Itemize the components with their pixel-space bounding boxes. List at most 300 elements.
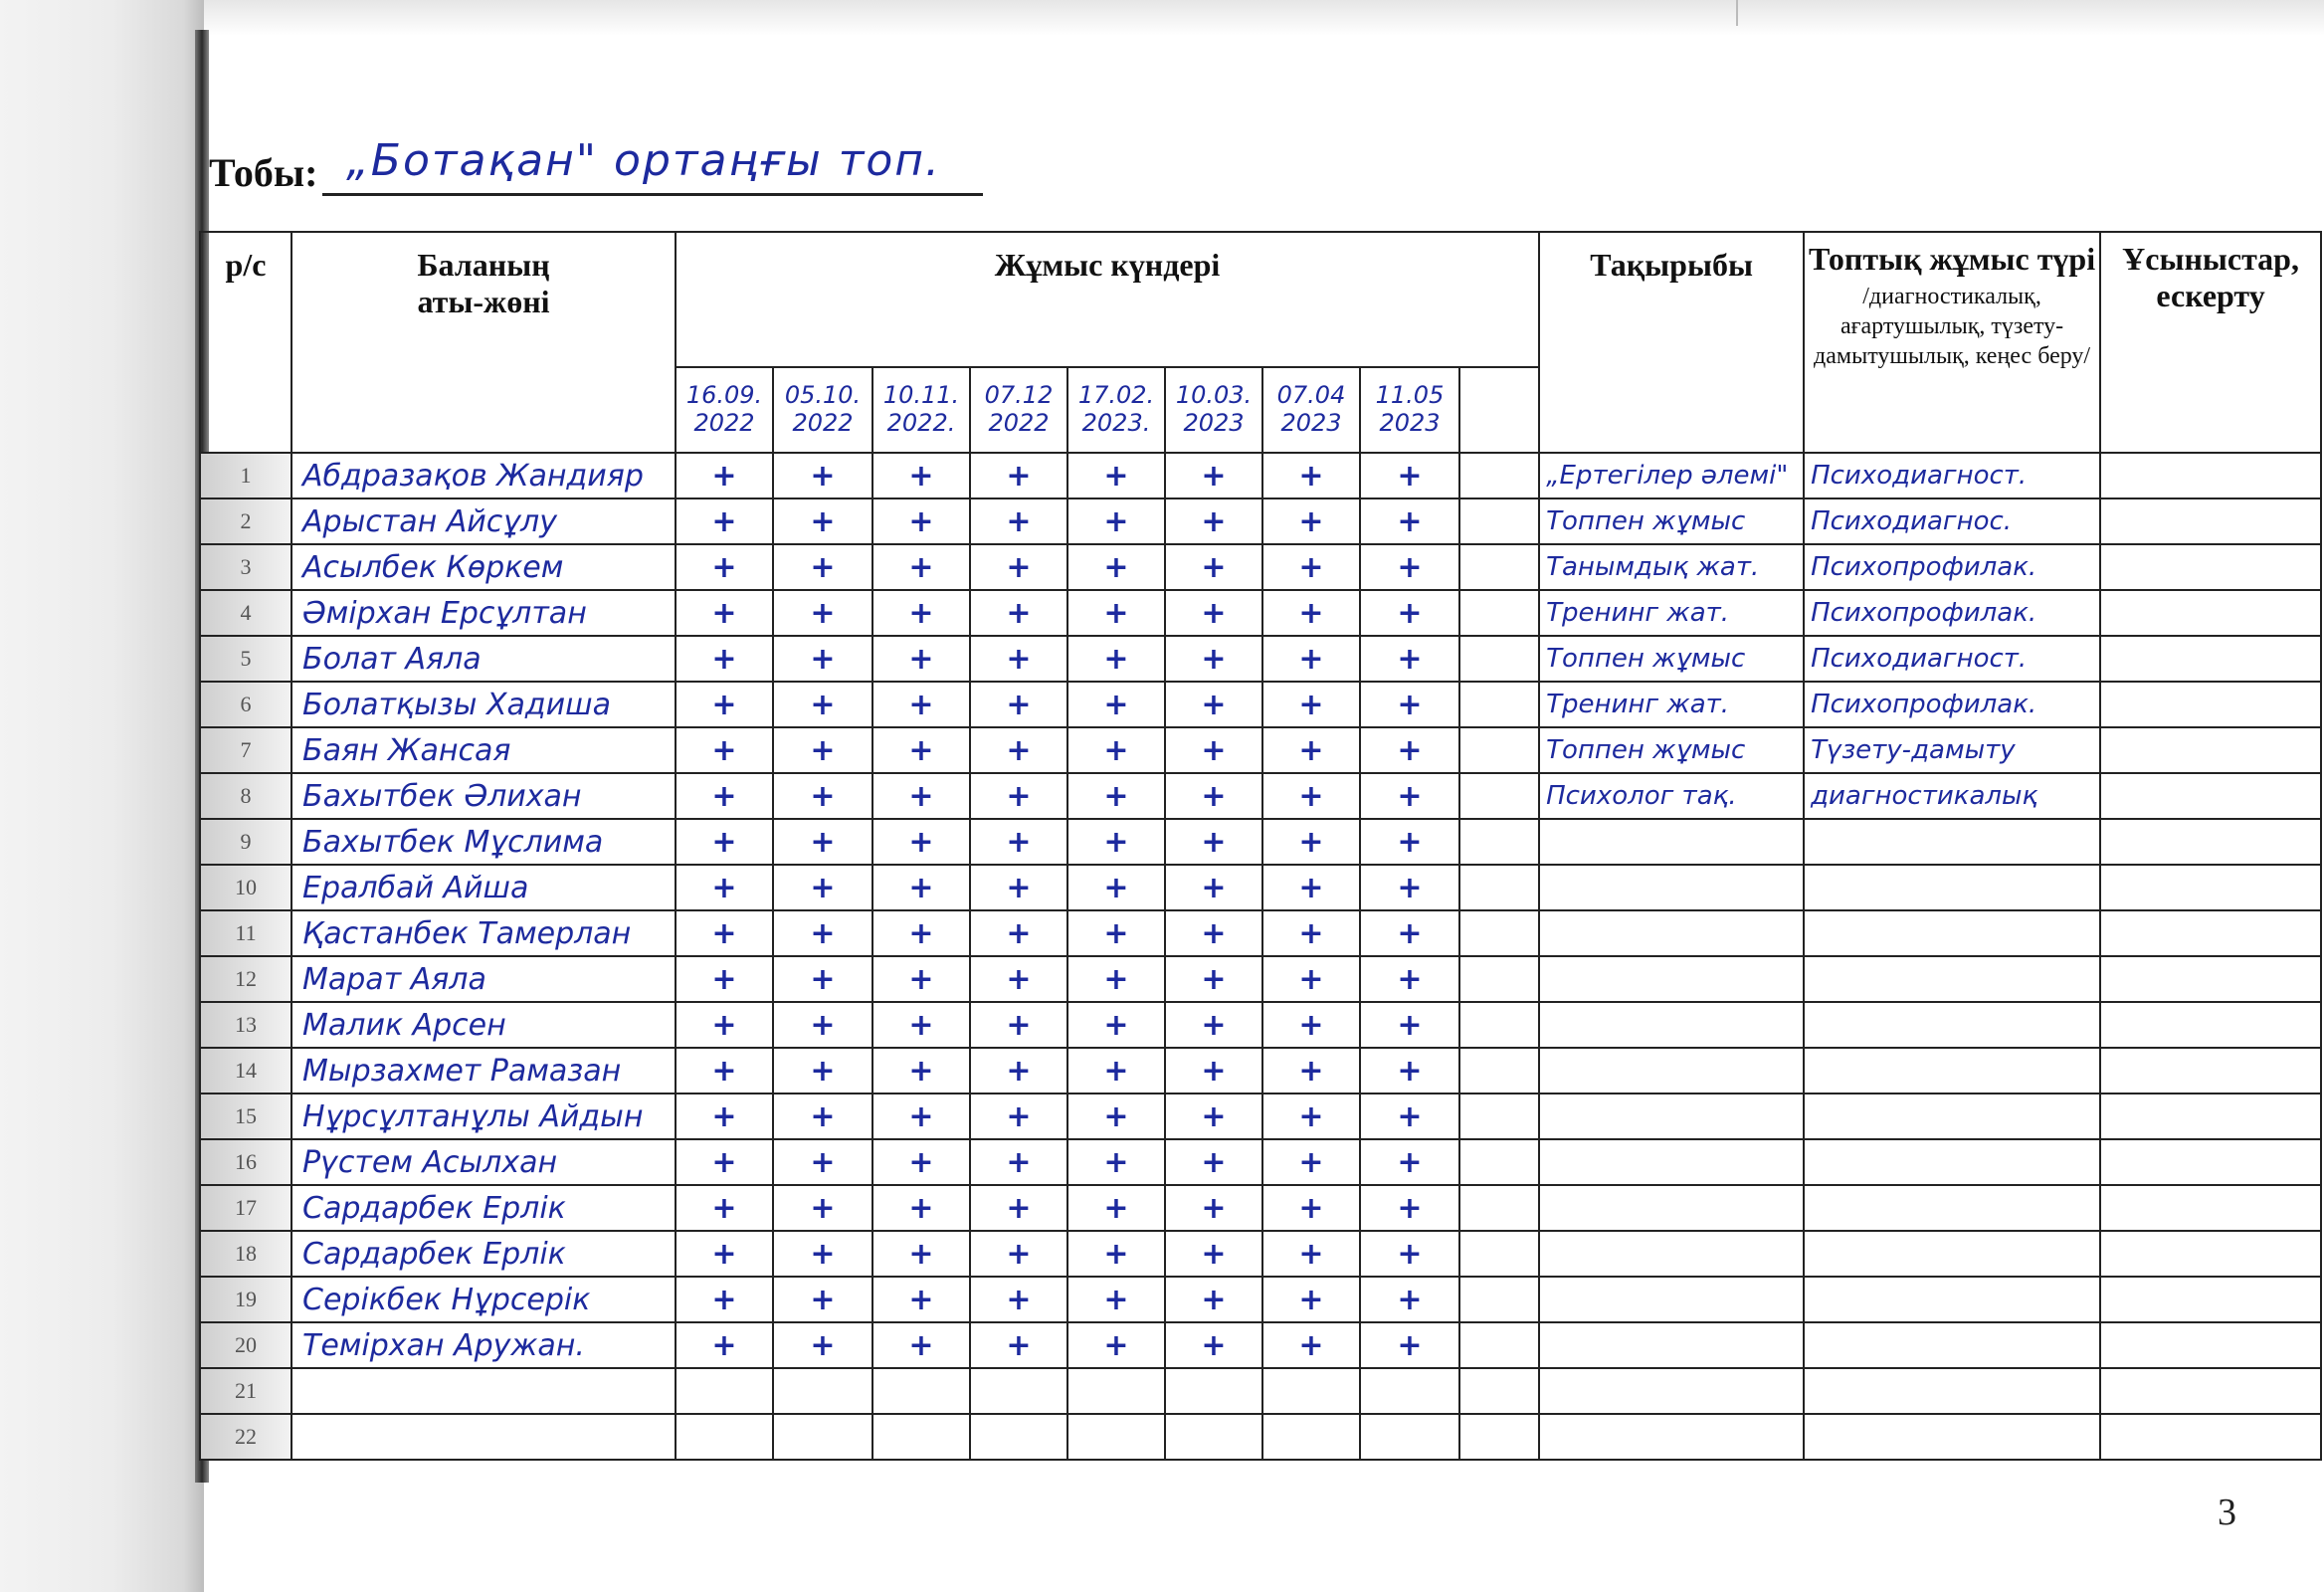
attendance-mark: + [1103,1007,1129,1043]
attendance-mark-cell [1360,910,1459,956]
attendance-mark-cell [1262,544,1360,590]
attendance-mark: + [908,687,934,722]
attendance-mark-cell [676,1094,773,1139]
attendance-mark-cell [1360,1048,1459,1094]
attendance-mark-cell [1459,590,1539,636]
attendance-mark: + [1397,503,1423,539]
child-name-cell [291,910,676,956]
work-type-cell [1804,773,2100,819]
child-name: Болатқызы Хадиша [302,687,611,722]
attendance-mark: + [1298,961,1324,997]
attendance-mark-cell [970,1185,1067,1231]
attendance-mark: + [908,732,934,768]
table-row [200,819,2321,865]
work-type-cell [1804,727,2100,773]
attendance-mark: + [1006,1327,1032,1363]
attendance-mark: + [1103,732,1129,768]
attendance-mark: + [1006,641,1032,677]
topic-text: Психолог тақ. [1546,781,1737,811]
attendance-mark-cell [676,498,773,544]
date-cell [1165,367,1262,453]
work-type-cell [1804,819,2100,865]
recommendation-cell [2100,910,2321,956]
row-number: 9 [200,819,291,865]
child-name-cell [291,1368,676,1414]
attendance-mark: + [1298,824,1324,860]
topic-text [1540,1239,1546,1269]
work-type-cell [1804,1414,2100,1460]
child-name-cell [291,1048,676,1094]
attendance-mark: + [1103,1190,1129,1226]
attendance-mark: + [1397,1007,1423,1043]
attendance-mark: + [1397,595,1423,631]
col-header-name: Баланың аты-жөні [291,232,676,453]
attendance-mark-cell [773,498,872,544]
attendance-mark: + [1201,1007,1227,1043]
attendance-mark: + [908,915,934,951]
attendance-mark: + [1298,1053,1324,1089]
attendance-mark-cell [872,1322,970,1368]
topic-cell [1539,682,1804,727]
attendance-mark: + [1201,641,1227,677]
table-row [200,590,2321,636]
topic-text [1540,1010,1546,1040]
work-type-cell [1804,636,2100,682]
attendance-mark-cell [1360,453,1459,498]
attendance-mark-cell [1067,773,1165,819]
attendance-mark-cell [1067,1368,1165,1414]
topic-cell [1539,1414,1804,1460]
attendance-mark-cell [1165,498,1262,544]
attendance-mark-cell [872,773,970,819]
row-number: 18 [200,1231,291,1277]
attendance-mark-cell [773,1002,872,1048]
child-name: Рүстем Асылхан [302,1144,558,1180]
date-cell [773,367,872,453]
date-cell [1067,367,1165,453]
work-type-cell [1804,1002,2100,1048]
student-rows [200,453,2321,1460]
row-number: 4 [200,590,291,636]
attendance-mark-cell [1459,1139,1539,1185]
work-type-cell [1804,682,2100,727]
attendance-mark-cell [773,865,872,910]
attendance-mark-cell [1165,956,1262,1002]
attendance-mark: + [1298,1236,1324,1272]
child-name: Болат Аяла [302,641,482,677]
attendance-mark-cell [1459,956,1539,1002]
attendance-mark-cell [872,727,970,773]
attendance-mark-cell [676,1139,773,1185]
top-shadow [0,0,2324,36]
attendance-mark-cell [1360,1231,1459,1277]
attendance-mark: + [711,595,737,631]
attendance-mark: + [711,1236,737,1272]
row-number: 11 [200,910,291,956]
recommendation-cell [2100,1414,2321,1460]
attendance-mark-cell [773,1322,872,1368]
attendance-mark-cell [676,1368,773,1414]
row-number: 8 [200,773,291,819]
topic-text [1540,964,1546,994]
attendance-mark-cell [1067,498,1165,544]
attendance-mark-cell [676,910,773,956]
attendance-mark-cell [1067,727,1165,773]
topic-cell [1539,1002,1804,1048]
attendance-mark: + [711,778,737,814]
attendance-mark-cell [1262,1139,1360,1185]
attendance-mark: + [1298,1190,1324,1226]
table-row [200,1185,2321,1231]
attendance-mark: + [810,915,836,951]
work-type-text [1805,964,1811,994]
table-row [200,956,2321,1002]
attendance-mark: + [1201,961,1227,997]
attendance-mark: + [711,1282,737,1317]
work-type-text [1805,827,1811,857]
child-name [292,1374,302,1409]
attendance-mark-cell [1459,1048,1539,1094]
attendance-mark-cell [676,453,773,498]
attendance-mark-cell [773,590,872,636]
attendance-mark: + [711,503,737,539]
col-header-topic: Тақырыбы [1539,232,1804,453]
topic-cell [1539,1277,1804,1322]
attendance-mark: + [711,824,737,860]
attendance-mark: + [711,1190,737,1226]
attendance-mark-cell [1459,773,1539,819]
attendance-mark-cell [872,590,970,636]
attendance-mark-cell [872,682,970,727]
attendance-mark: + [1201,458,1227,494]
attendance-mark-cell [1360,956,1459,1002]
attendance-mark-cell [773,544,872,590]
attendance-mark: + [1201,870,1227,905]
attendance-mark: + [711,549,737,585]
col-header-work-days: Жұмыс күндері [676,232,1539,367]
attendance-mark-cell [1165,590,1262,636]
recommendation-cell [2100,636,2321,682]
attendance-mark: + [1006,503,1032,539]
attendance-mark: + [1201,824,1227,860]
attendance-mark-cell [773,956,872,1002]
attendance-mark: + [1103,503,1129,539]
attendance-mark: + [908,458,934,494]
work-type-text: Психопрофилак. [1811,690,2037,719]
attendance-mark-cell [1067,1231,1165,1277]
attendance-mark: + [1201,778,1227,814]
work-type-cell [1804,1322,2100,1368]
topic-text [1540,1193,1546,1223]
attendance-mark-cell [970,1139,1067,1185]
child-name-cell [291,1414,676,1460]
table-row [200,1414,2321,1460]
attendance-mark-cell [1360,1185,1459,1231]
table-row [200,636,2321,682]
attendance-mark: + [1298,778,1324,814]
work-type-text [1805,1056,1811,1086]
group-value: „Ботақан" ортаңғы топ. [346,135,942,186]
recommendation-cell [2100,773,2321,819]
attendance-mark: + [1298,870,1324,905]
attendance-mark: + [1103,1327,1129,1363]
child-name-cell [291,1277,676,1322]
work-type-text [1805,1285,1811,1314]
attendance-mark-cell [872,453,970,498]
attendance-mark: + [1397,1053,1423,1089]
work-type-text: диагностикалық [1811,781,2038,811]
attendance-mark-cell [872,956,970,1002]
attendance-mark-cell [1459,1185,1539,1231]
attendance-mark-cell [676,819,773,865]
attendance-mark-cell [676,1185,773,1231]
attendance-mark-cell [1360,1368,1459,1414]
attendance-mark-cell [1067,453,1165,498]
row-number: 2 [200,498,291,544]
attendance-mark: + [810,595,836,631]
row-number: 14 [200,1048,291,1094]
child-name: Баян Жансая [302,732,511,768]
row-number: 21 [200,1368,291,1414]
child-name: Нұрсұлтанұлы Айдын [302,1098,644,1134]
topic-text: Топпен жұмыс [1546,506,1746,536]
attendance-mark: + [1006,1098,1032,1134]
topic-cell [1539,1231,1804,1277]
child-name-cell [291,453,676,498]
attendance-mark-cell [773,1277,872,1322]
topic-text: Топпен жұмыс [1546,735,1746,765]
attendance-mark-cell [970,865,1067,910]
attendance-mark-cell [1360,1139,1459,1185]
attendance-mark-cell [1262,910,1360,956]
attendance-mark-cell [1067,1185,1165,1231]
attendance-mark-cell [773,1094,872,1139]
row-number: 13 [200,1002,291,1048]
attendance-mark: + [1103,1144,1129,1180]
attendance-mark: + [908,1327,934,1363]
topic-text [1540,1147,1546,1177]
attendance-mark: + [810,687,836,722]
attendance-mark-cell [1165,636,1262,682]
attendance-mark-cell [970,910,1067,956]
attendance-mark-cell [970,1414,1067,1460]
attendance-mark: + [1006,732,1032,768]
attendance-mark: + [1006,549,1032,585]
attendance-mark: + [1201,1053,1227,1089]
attendance-mark-cell [1067,1277,1165,1322]
attendance-mark: + [1006,1282,1032,1317]
attendance-mark: + [1103,915,1129,951]
date-cell [872,367,970,453]
attendance-mark: + [1103,1236,1129,1272]
topic-cell [1539,773,1804,819]
attendance-mark: + [1298,1282,1324,1317]
attendance-mark: + [1397,687,1423,722]
attendance-mark-cell [970,498,1067,544]
attendance-mark: + [1298,732,1324,768]
attendance-mark-cell [1459,1002,1539,1048]
work-type-cell [1804,1231,2100,1277]
attendance-mark: + [810,1282,836,1317]
attendance-mark-cell [1459,636,1539,682]
table-row [200,498,2321,544]
attendance-mark: + [1298,1007,1324,1043]
attendance-mark-cell [1360,819,1459,865]
topic-text: Топпен жұмыс [1546,644,1746,674]
work-type-text [1805,1422,1811,1452]
attendance-mark: + [711,732,737,768]
child-name-cell [291,1185,676,1231]
attendance-mark: + [1298,458,1324,494]
attendance-mark-cell [1165,1094,1262,1139]
date-cell [970,367,1067,453]
attendance-mark-cell [676,636,773,682]
child-name: Мырзахмет Рамазан [302,1053,622,1089]
attendance-mark-cell [970,544,1067,590]
attendance-mark: + [1006,458,1032,494]
work-type-text [1805,1330,1811,1360]
topic-cell [1539,453,1804,498]
row-number: 19 [200,1277,291,1322]
table-row [200,453,2321,498]
row-number: 10 [200,865,291,910]
attendance-mark-cell [1165,1277,1262,1322]
attendance-mark-cell [1262,1368,1360,1414]
child-name: Бахытбек Әлихан [302,778,582,814]
attendance-mark-cell [1262,1094,1360,1139]
attendance-mark: + [1397,915,1423,951]
topic-text: Тренинг жат. [1546,598,1730,628]
work-type-cell [1804,544,2100,590]
attendance-mark-cell [1067,819,1165,865]
attendance-mark: + [908,549,934,585]
attendance-mark: + [1103,549,1129,585]
attendance-mark-cell [676,956,773,1002]
attendance-mark: + [1006,778,1032,814]
child-name-cell [291,956,676,1002]
attendance-mark-cell [1459,498,1539,544]
attendance-mark-cell [1165,910,1262,956]
attendance-mark-cell [872,1368,970,1414]
work-type-cell [1804,1277,2100,1322]
child-name: Асылбек Көркем [302,549,564,585]
recommendation-cell [2100,544,2321,590]
attendance-mark-cell [872,1048,970,1094]
recommendation-cell [2100,865,2321,910]
row-number: 6 [200,682,291,727]
row-number: 3 [200,544,291,590]
attendance-mark: + [711,915,737,951]
table-row [200,1231,2321,1277]
attendance-mark-cell [1262,453,1360,498]
attendance-mark-cell [970,1048,1067,1094]
row-number: 1 [200,453,291,498]
child-name: Серікбек Нұрсерік [302,1282,591,1317]
topic-cell [1539,498,1804,544]
attendance-mark-cell [1262,1231,1360,1277]
attendance-mark: + [1103,595,1129,631]
table-row [200,727,2321,773]
topic-cell [1539,865,1804,910]
attendance-mark: + [1201,1282,1227,1317]
child-name-cell [291,682,676,727]
attendance-mark: + [711,1144,737,1180]
attendance-mark-cell [1165,1048,1262,1094]
attendance-mark-cell [872,1185,970,1231]
attendance-mark: + [1201,1190,1227,1226]
date-cell [1360,367,1459,453]
topic-cell [1539,819,1804,865]
child-name: Сардарбек Ерлік [302,1236,566,1272]
work-type-cell [1804,453,2100,498]
attendance-mark-cell [1360,1322,1459,1368]
attendance-mark-cell [970,956,1067,1002]
attendance-mark-cell [1067,544,1165,590]
table-row [200,1368,2321,1414]
attendance-mark-cell [676,1231,773,1277]
attendance-mark-cell [1262,682,1360,727]
attendance-mark-cell [1262,1322,1360,1368]
work-type-text [1805,1239,1811,1269]
recommendation-cell [2100,1139,2321,1185]
attendance-mark-cell [676,1414,773,1460]
attendance-mark: + [810,641,836,677]
attendance-mark: + [1397,1144,1423,1180]
child-name-cell [291,544,676,590]
child-name: Малик Арсен [302,1007,506,1043]
attendance-mark: + [1201,915,1227,951]
attendance-mark-cell [676,727,773,773]
attendance-mark: + [1103,870,1129,905]
attendance-mark: + [1397,1190,1423,1226]
attendance-mark-cell [1360,727,1459,773]
child-name-cell [291,1322,676,1368]
attendance-mark: + [810,1327,836,1363]
child-name-cell [291,773,676,819]
child-name: Бахытбек Мұслима [302,824,604,860]
child-name: Арыстан Айсұлу [302,503,557,539]
attendance-mark: + [810,732,836,768]
child-name-cell [291,727,676,773]
attendance-mark: + [711,687,737,722]
attendance-mark-cell [970,1368,1067,1414]
attendance-mark: + [1397,641,1423,677]
attendance-mark-cell [676,682,773,727]
recommendation-cell [2100,498,2321,544]
recommendation-cell [2100,682,2321,727]
attendance-mark: + [810,1236,836,1272]
attendance-mark-cell [1262,1002,1360,1048]
attendance-sheet [199,231,2320,1485]
attendance-mark: + [810,458,836,494]
work-type-cell [1804,1094,2100,1139]
work-type-text: Психодиагнос. [1811,506,2013,536]
attendance-mark-cell [773,453,872,498]
attendance-mark-cell [970,727,1067,773]
table-row [200,1002,2321,1048]
topic-text [1540,827,1546,857]
attendance-mark: + [1201,595,1227,631]
attendance-mark: + [1298,1144,1324,1180]
attendance-mark-cell [773,1185,872,1231]
attendance-mark: + [1397,870,1423,905]
table-row [200,910,2321,956]
attendance-mark: + [908,870,934,905]
attendance-mark-cell [676,590,773,636]
attendance-mark: + [1103,778,1129,814]
attendance-mark-cell [1459,727,1539,773]
attendance-mark-cell [676,1322,773,1368]
